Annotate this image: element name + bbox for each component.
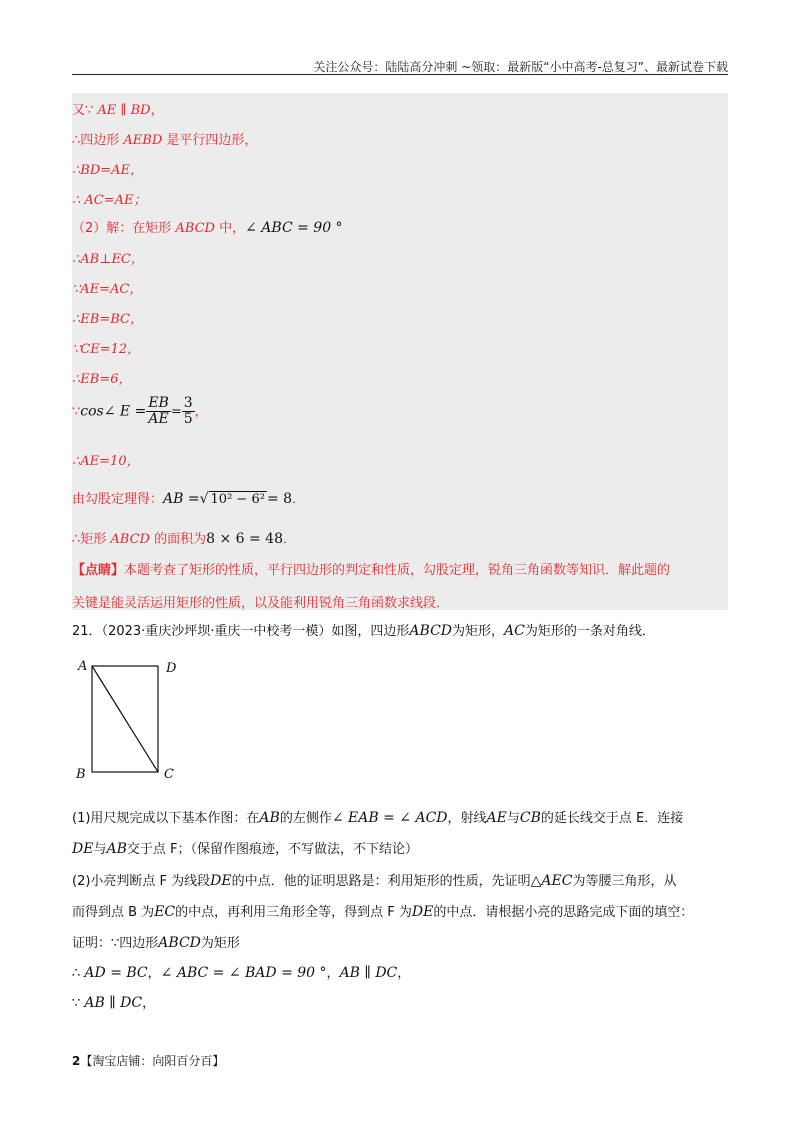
solution-line-4: ∴ AC=AE； <box>72 193 147 208</box>
solution-line-1: 又∵ AE ∥ BD， <box>72 103 164 118</box>
solution-line-10: ∴EB=6， <box>72 372 132 387</box>
label-b: B <box>76 767 86 782</box>
proof-line-2: ∴ AD = BC，∠ ABC = ∠ BAD = 90 °，AB ∥ DC， <box>72 965 411 981</box>
solution-line-13: 由勾股定理得：AB =√ 10² − 6² = 8． <box>72 491 306 507</box>
page-footer <box>72 1052 224 1069</box>
diagonal-ac <box>92 666 158 772</box>
rectangle-figure <box>72 650 212 790</box>
question-part-2-line-2: 而得到点 B 为EC的中点，再利用三角形全等，得到点 F 为DE的中点．请根据小亮的思路完成下面的填空： <box>72 904 694 920</box>
solution-line-7: ∵AE=AC， <box>72 282 143 297</box>
question-title: 21．（2023·重庆沙坪坝·重庆一中校考一模）如图，四边形ABCD为矩形，AC为矩形的一条对角线． <box>72 623 655 639</box>
header-text: 关注公众号：陆陆高分冲刺 ~领取：最新版“小中高考-总复习”、最新试卷下载 <box>313 60 728 74</box>
label-c: C <box>164 767 174 782</box>
solution-line-12: ∴AE=10， <box>72 454 140 469</box>
page-number: 2 <box>72 1054 81 1068</box>
solution-line-2: ∴四边形 AEBD 是平行四边形， <box>72 133 258 148</box>
question-part-1-line-1: (1)用尺规完成以下基本作图：在AB的左侧作∠ EAB = ∠ ACD，射线AE与CB的延长线交于点 E．连接 <box>72 810 684 826</box>
solution-line-6: ∴AB⊥EC， <box>72 252 144 267</box>
proof-line-1: 证明：∵四边形ABCD为矩形 <box>72 935 240 951</box>
solution-line-11: ∵cos∠ E = $\frac{EB}{AE}$ = $\frac{3}{5}$ ， <box>72 395 208 428</box>
solution-line-14: ∴矩形 ABCD 的面积为8 × 6 = 48． <box>72 531 297 547</box>
solution-line-9: ∵CE=12， <box>72 342 141 357</box>
note-line-1: 【点睛】本题考查了矩形的性质，平行四边形的判定和性质，勾股定理，锐角三角函数等知识．解此题的 <box>72 563 671 578</box>
label-d: D <box>166 661 177 676</box>
header-divider <box>72 74 728 75</box>
solution-line-3: ∴BD=AE， <box>72 163 144 178</box>
question-part-2-line-1: (2)小亮判断点 F 为线段DE的中点．他的证明思路是：利用矩形的性质，先证明△AEC为等腰三角形，从 <box>72 873 677 889</box>
fraction-3-5: $\frac{3}{5}$ <box>183 395 193 428</box>
solution-line-5: （2）解：在矩形 ABCD 中，∠ ABC = 90 ° <box>72 220 343 236</box>
proof-line-3: ∵ AB ∥ DC， <box>72 995 156 1011</box>
label-a: A <box>78 659 88 674</box>
sqrt-expression: 10² − 6² <box>210 492 265 507</box>
question-part-1-line-2: DE与AB交于点 F；（保留作图痕迹，不写做法，不下结论） <box>72 841 418 857</box>
solution-block <box>72 93 728 610</box>
fraction-eb-ae: $\frac{EB}{AE}$ <box>148 395 169 428</box>
store-label: 【淘宝店铺：向阳百分百】 <box>80 1054 225 1068</box>
note-line-2: 关键是能灵活运用矩形的性质，以及能利用锐角三角函数求线段． <box>72 596 450 611</box>
solution-line-8: ∴EB=BC， <box>72 312 143 327</box>
